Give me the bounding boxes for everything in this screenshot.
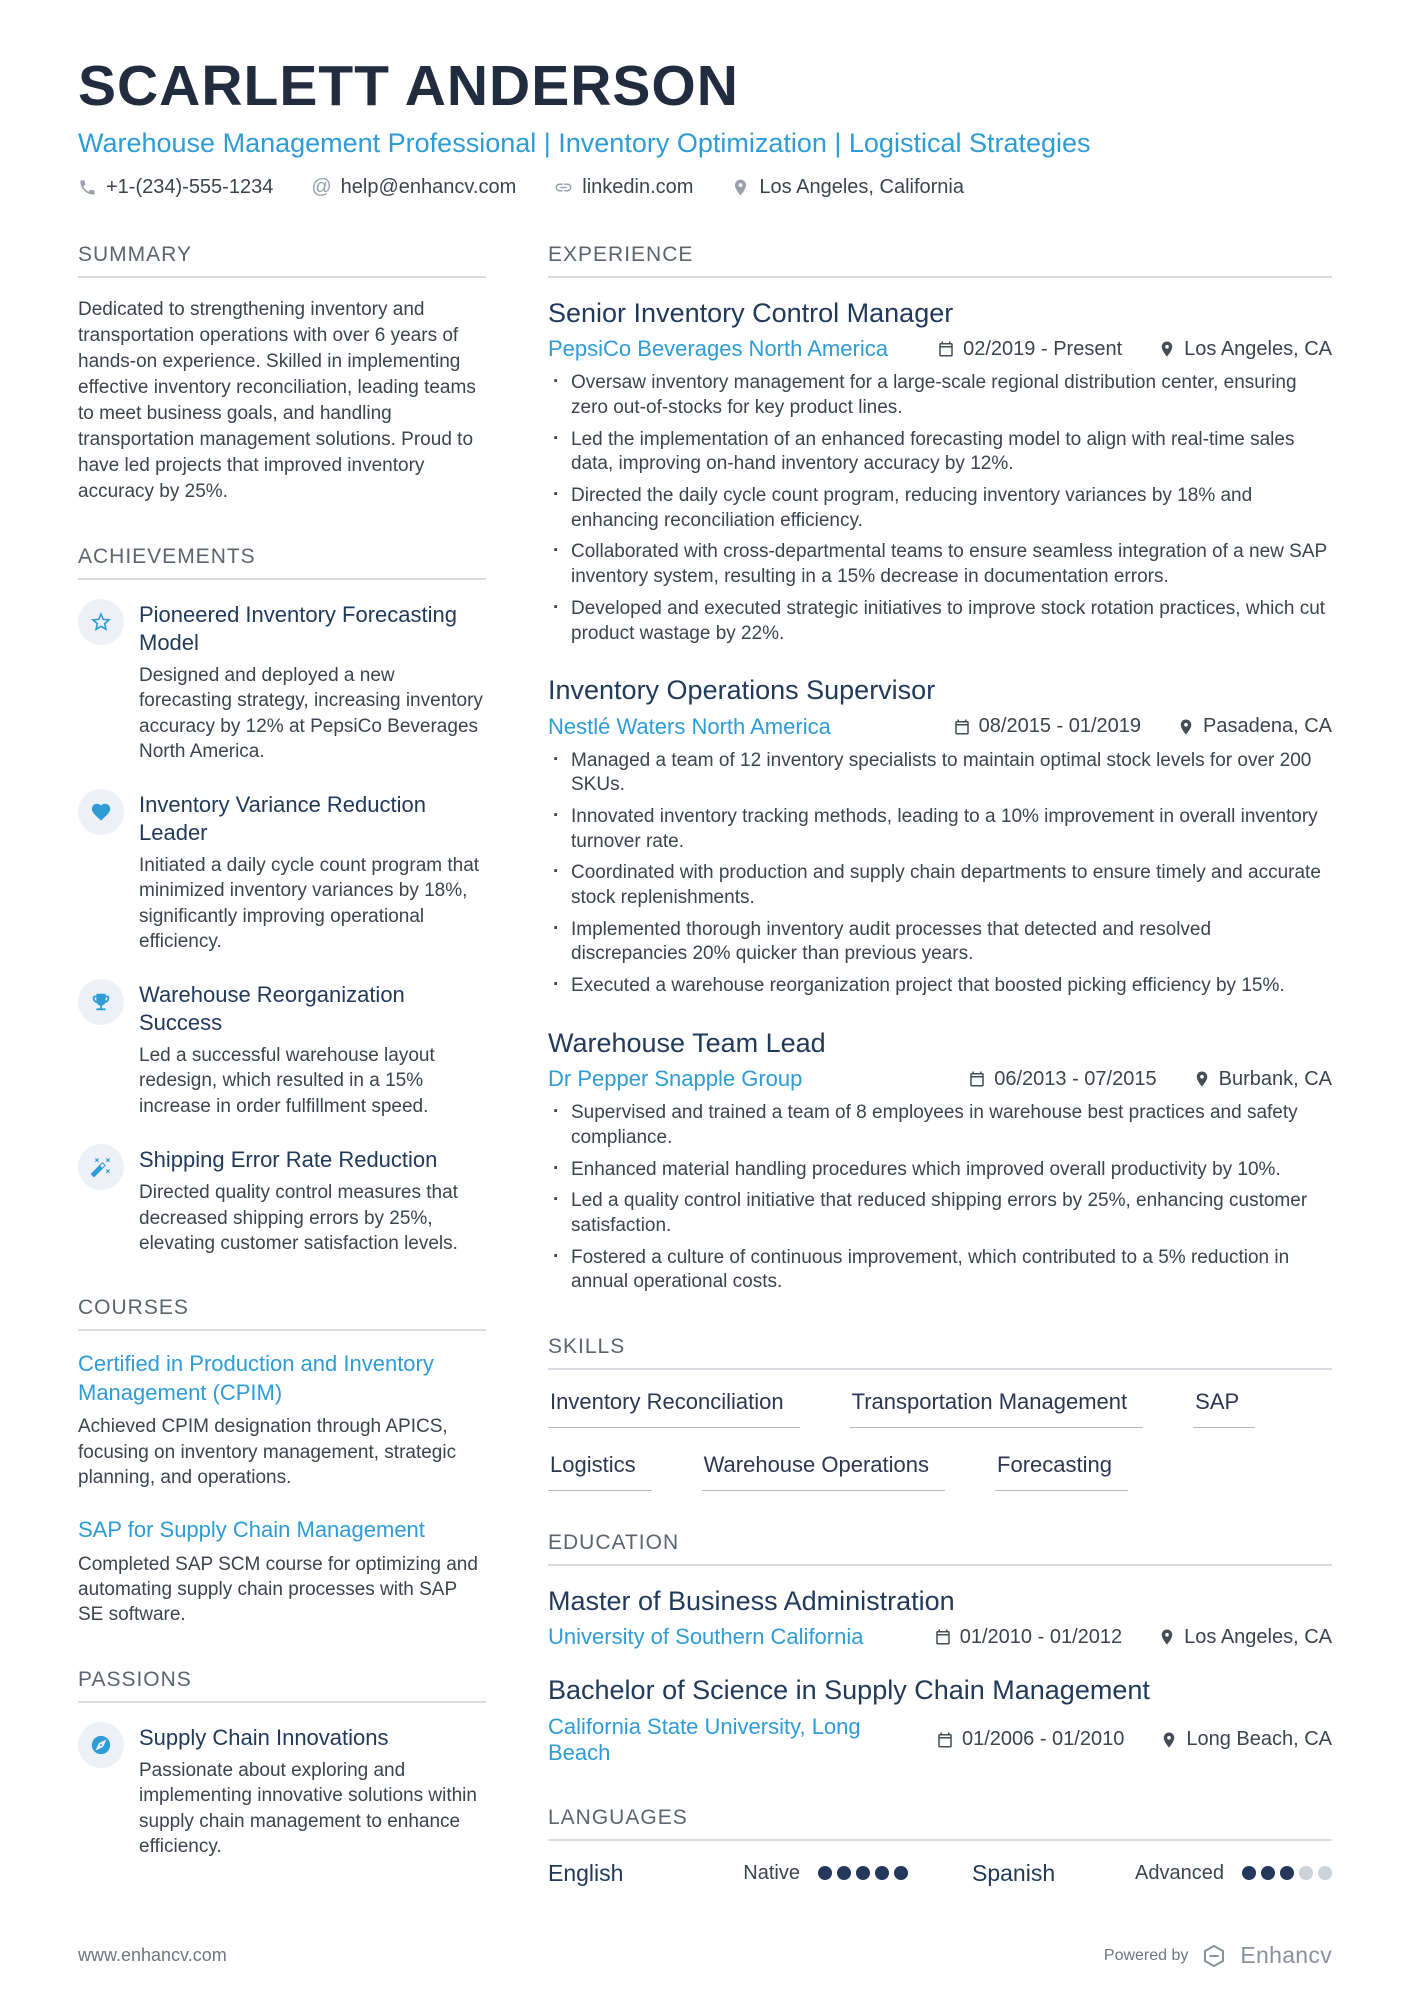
achievement-title: Pioneered Inventory Forecasting Model bbox=[139, 602, 457, 655]
wand-icon bbox=[78, 1144, 124, 1190]
at-icon: @ bbox=[311, 176, 332, 199]
course-item bbox=[78, 1516, 486, 1627]
bullet: · Led a quality control initiative that reduced shipping errors by 25%, enhancing customer satisfaction. bbox=[548, 1189, 1332, 1238]
dot-filled bbox=[1280, 1866, 1294, 1880]
powered-by-label: Powered by bbox=[1103, 1946, 1189, 1964]
company-name: PepsiCo Beverages North America bbox=[548, 336, 888, 362]
edu-location bbox=[1158, 1626, 1332, 1649]
location-text: Los Angeles, CA bbox=[1184, 1625, 1332, 1648]
skill-item: Forecasting bbox=[995, 1452, 1128, 1491]
passion-body bbox=[139, 1722, 486, 1860]
location-pin-icon bbox=[1158, 1628, 1176, 1646]
dot-filled bbox=[856, 1866, 870, 1880]
location-pin-icon bbox=[1158, 340, 1176, 358]
courses-heading: COURSES bbox=[78, 1296, 486, 1331]
achievement-item bbox=[78, 789, 486, 954]
company-name: Dr Pepper Snapple Group bbox=[548, 1066, 803, 1092]
skill-item: SAP bbox=[1193, 1389, 1255, 1428]
footer bbox=[78, 1942, 1332, 1969]
date-range bbox=[968, 1068, 1156, 1091]
phone-number: +1-(234)-555-1234 bbox=[106, 175, 274, 198]
language-name: Spanish bbox=[972, 1859, 1056, 1886]
bullet: · Led the implementation of an enhanced forecasting model to align with real-time sales data, improving on-hand inventory accuracy by 12%. bbox=[548, 428, 1332, 477]
summary-text: Dedicated to strengthening inventory and transportation operations with over 6 years of hands-on experience. Skilled in implementing effective inventory reconciliation, leading teams to meet business goals, and handling transportation management solutions. Proud to have led projects that improved inventory accuracy by 25%. bbox=[78, 298, 476, 503]
summary-heading: SUMMARY bbox=[78, 243, 486, 278]
location-pin-icon bbox=[1160, 1731, 1178, 1749]
star-icon bbox=[78, 599, 124, 645]
bullet: · Oversaw inventory management for a large-scale regional distribution center, ensuring zero out-of-stocks for key product lines. bbox=[548, 371, 1332, 420]
job-location bbox=[1193, 1068, 1332, 1091]
heart-icon bbox=[78, 789, 124, 835]
location-text: Los Angeles, CA bbox=[1184, 337, 1332, 360]
date-range bbox=[936, 1728, 1124, 1751]
trophy-icon bbox=[78, 979, 124, 1025]
bullet: · Developed and executed strategic initiatives to improve stock rotation practices, which cut product wastage by 22%. bbox=[548, 597, 1332, 646]
content-columns bbox=[78, 243, 1332, 1927]
job-title: Warehouse Team Lead bbox=[548, 1027, 826, 1058]
bullet: · Fostered a culture of continuous improvement, which contributed to a 5% reduction in annual operational costs. bbox=[548, 1246, 1332, 1295]
enhancv-logo-icon[interactable] bbox=[1200, 1944, 1228, 1968]
date-range bbox=[934, 1626, 1122, 1649]
achievement-title: Shipping Error Rate Reduction bbox=[139, 1146, 438, 1172]
bullet: · Directed the daily cycle count program, reducing inventory variances by 18% and enhancing reconciliation efficiency. bbox=[548, 484, 1332, 533]
dot-empty bbox=[1318, 1866, 1332, 1880]
passion-text: Passionate about exploring and implementing innovative solutions within supply chain management to enhance efficiency. bbox=[139, 1760, 477, 1857]
language-name: English bbox=[548, 1859, 624, 1886]
date-text: 01/2006 - 01/2010 bbox=[961, 1728, 1125, 1751]
dot-filled bbox=[1242, 1866, 1256, 1880]
dot-empty bbox=[1299, 1866, 1313, 1880]
dot-filled bbox=[875, 1866, 889, 1880]
headline: Warehouse Management Professional | Inventory Optimization | Logistical Strategies bbox=[78, 127, 1091, 158]
experience-entry bbox=[548, 674, 1332, 999]
school-name: California State University, Long Beach bbox=[548, 1713, 861, 1765]
section-languages bbox=[548, 1806, 1332, 1887]
entry-meta bbox=[548, 714, 1332, 740]
language-level: Native bbox=[743, 1861, 800, 1884]
job-location bbox=[1158, 338, 1332, 361]
achievement-text: Initiated a daily cycle count program that minimized inventory variances by 18%, significantly improving operational efficiency. bbox=[139, 855, 480, 952]
calendar-icon bbox=[937, 340, 955, 358]
degree-title: Master of Business Administration bbox=[548, 1585, 955, 1616]
skill-item: Logistics bbox=[548, 1452, 652, 1491]
proficiency-dots bbox=[1242, 1866, 1332, 1880]
contact-link[interactable] bbox=[554, 176, 693, 199]
link-icon bbox=[554, 178, 573, 197]
candidate-name: SCARLETT ANDERSON bbox=[78, 54, 739, 118]
skill-item: Warehouse Operations bbox=[702, 1452, 945, 1491]
location-text: Los Angeles, California bbox=[759, 175, 964, 198]
date-text: 01/2010 - 01/2012 bbox=[959, 1625, 1123, 1648]
calendar-icon bbox=[953, 718, 971, 736]
bullet: · Coordinated with production and supply chain departments to ensure timely and accurate stock replenishments. bbox=[548, 861, 1332, 910]
section-passions bbox=[78, 1668, 486, 1860]
language-item bbox=[548, 1860, 908, 1887]
experience-entry bbox=[548, 1027, 1332, 1295]
passions-heading: PASSIONS bbox=[78, 1668, 486, 1703]
section-education bbox=[548, 1531, 1332, 1766]
email-address[interactable]: help@enhancv.com bbox=[340, 175, 517, 198]
course-item bbox=[78, 1350, 486, 1490]
experience-heading: EXPERIENCE bbox=[548, 243, 1332, 278]
profile-link[interactable]: linkedin.com bbox=[582, 175, 694, 198]
job-title: Inventory Operations Supervisor bbox=[548, 675, 936, 706]
location-text: Long Beach, CA bbox=[1186, 1728, 1332, 1751]
achievement-title: Warehouse Reorganization Success bbox=[139, 982, 405, 1035]
section-achievements bbox=[78, 545, 486, 1256]
date-range bbox=[953, 715, 1141, 738]
school-name: University of Southern California bbox=[548, 1624, 864, 1650]
date-text: 08/2015 - 01/2019 bbox=[978, 715, 1142, 738]
section-courses bbox=[78, 1296, 486, 1627]
location-text: Burbank, CA bbox=[1218, 1067, 1332, 1090]
proficiency-dots bbox=[818, 1866, 908, 1880]
skills-heading: SKILLS bbox=[548, 1335, 1332, 1370]
entry-meta bbox=[548, 1714, 1332, 1766]
contact-phone bbox=[78, 176, 273, 199]
location-pin-icon bbox=[1177, 718, 1195, 736]
compass-icon bbox=[78, 1722, 124, 1768]
dot-filled bbox=[1261, 1866, 1275, 1880]
language-item bbox=[972, 1860, 1332, 1887]
location-pin-icon bbox=[1193, 1070, 1211, 1088]
contact-email[interactable] bbox=[311, 176, 516, 199]
languages-heading: LANGUAGES bbox=[548, 1806, 1332, 1841]
achievements-heading: ACHIEVEMENTS bbox=[78, 545, 486, 580]
degree-title: Bachelor of Science in Supply Chain Management bbox=[548, 1675, 1150, 1706]
right-column bbox=[548, 243, 1332, 1927]
website-link[interactable]: www.enhancv.com bbox=[78, 1945, 227, 1965]
achievement-text: Designed and deployed a new forecasting strategy, increasing inventory accuracy by 12% at PepsiCo Beverages North America. bbox=[139, 665, 483, 762]
course-text: Achieved CPIM designation through APICS, focusing on inventory management, strategic planning, and operations. bbox=[78, 1416, 457, 1488]
education-entry bbox=[548, 1585, 1332, 1650]
job-title: Senior Inventory Control Manager bbox=[548, 297, 954, 328]
contact-row bbox=[78, 176, 1332, 199]
company-name: Nestlé Waters North America bbox=[548, 713, 831, 739]
bullet: · Collaborated with cross-departmental teams to ensure seamless integration of a new SAP inventory system, resulting in a 15% decrease in documentation errors. bbox=[548, 540, 1332, 589]
achievement-body bbox=[139, 1144, 486, 1256]
passion-item bbox=[78, 1722, 486, 1860]
section-experience bbox=[548, 243, 1332, 1295]
achievement-item bbox=[78, 1144, 486, 1256]
location-text: Pasadena, CA bbox=[1203, 715, 1332, 738]
bullet: · Managed a team of 12 inventory specialists to maintain optimal stock levels for over 200 SKUs. bbox=[548, 749, 1332, 798]
passion-title: Supply Chain Innovations bbox=[139, 1724, 389, 1750]
achievement-text: Led a successful warehouse layout redesign, which resulted in a 15% increase in order fulfillment speed. bbox=[139, 1045, 435, 1117]
section-summary bbox=[78, 243, 486, 505]
achievement-title: Inventory Variance Reduction Leader bbox=[139, 792, 426, 845]
phone-icon bbox=[78, 178, 97, 197]
bullet: · Enhanced material handling procedures which improved overall productivity by 10%. bbox=[548, 1158, 1332, 1183]
left-column bbox=[78, 243, 486, 1927]
job-location bbox=[1177, 715, 1332, 738]
skill-item: Inventory Reconciliation bbox=[548, 1389, 800, 1428]
language-level: Advanced bbox=[1135, 1861, 1224, 1884]
achievement-item bbox=[78, 599, 486, 764]
edu-location bbox=[1160, 1728, 1332, 1751]
date-range bbox=[937, 338, 1122, 361]
location-pin-icon bbox=[731, 178, 750, 197]
course-title: Certified in Production and Inventory Management (CPIM) bbox=[78, 1351, 434, 1405]
brand-name[interactable]: Enhancv bbox=[1240, 1942, 1332, 1968]
entry-meta bbox=[548, 1066, 1332, 1092]
bullet: · Innovated inventory tracking methods, leading to a 10% improvement in overall inventory turnover rate. bbox=[548, 805, 1332, 854]
bullet: · Implemented thorough inventory audit processes that detected and resolved discrepancies 20% quicker than previous years. bbox=[548, 918, 1332, 967]
achievement-item bbox=[78, 979, 486, 1119]
course-text: Completed SAP SCM course for optimizing and automating supply chain processes with SAP SE software. bbox=[78, 1553, 478, 1626]
calendar-icon bbox=[934, 1628, 952, 1646]
bullet-list bbox=[548, 371, 1332, 646]
date-text: 06/2013 - 07/2015 bbox=[994, 1067, 1157, 1090]
calendar-icon bbox=[968, 1070, 986, 1088]
bullet-list bbox=[548, 1101, 1332, 1295]
dot-filled bbox=[837, 1866, 851, 1880]
education-heading: EDUCATION bbox=[548, 1531, 1332, 1566]
achievement-body bbox=[139, 979, 486, 1119]
languages-list bbox=[548, 1860, 1332, 1887]
experience-entry bbox=[548, 297, 1332, 646]
bullet: · Executed a warehouse reorganization project that boosted picking efficiency by 15%. bbox=[548, 974, 1332, 999]
achievement-body bbox=[139, 789, 486, 954]
powered-by bbox=[1104, 1942, 1332, 1969]
skill-item: Transportation Management bbox=[850, 1389, 1144, 1428]
entry-meta bbox=[548, 336, 1332, 362]
date-text: 02/2019 - Present bbox=[963, 337, 1123, 360]
achievement-text: Directed quality control measures that decreased shipping errors by 25%, elevating customer satisfaction levels. bbox=[139, 1182, 458, 1255]
contact-location bbox=[731, 176, 964, 199]
bullet: · Supervised and trained a team of 8 employees in warehouse best practices and safety compliance. bbox=[548, 1101, 1332, 1150]
calendar-icon bbox=[936, 1731, 954, 1749]
achievement-body bbox=[139, 599, 486, 764]
dot-filled bbox=[818, 1866, 832, 1880]
header bbox=[78, 56, 1332, 199]
entry-meta bbox=[548, 1624, 1332, 1650]
course-title: SAP for Supply Chain Management bbox=[78, 1517, 425, 1543]
section-skills bbox=[548, 1335, 1332, 1491]
dot-filled bbox=[894, 1866, 908, 1880]
education-entry bbox=[548, 1674, 1332, 1765]
skills-list bbox=[548, 1389, 1332, 1491]
bullet-list bbox=[548, 749, 1332, 999]
